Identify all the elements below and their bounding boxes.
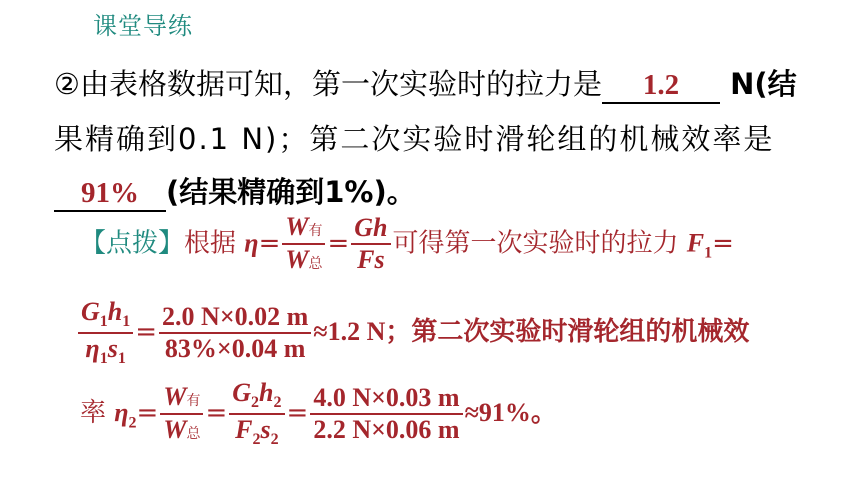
equals-sign: =: [205, 398, 228, 429]
subscript-1: 1: [122, 313, 131, 331]
subscript-2: 2: [128, 414, 137, 432]
question-line-2: 果精确到0.1 N)；第二次实验时滑轮组的机械效率是: [54, 122, 775, 156]
result-1: ≈1.2 N；第二次实验时滑轮组的机械效: [313, 317, 750, 347]
answer-blank-2: [54, 177, 166, 212]
lv-char: 率: [80, 398, 115, 429]
answer-2: 91%: [81, 177, 139, 209]
g-symbol: G: [232, 378, 252, 407]
subscript-2: 2: [251, 394, 260, 412]
subscript-you: 有: [308, 223, 323, 239]
fraction-numeric-2: [310, 383, 462, 445]
fs-term: Fs: [357, 244, 385, 274]
equals-sign: =: [327, 228, 350, 259]
subscript-zong: 总: [308, 255, 323, 272]
section-header: 课堂导练: [93, 12, 193, 40]
fraction-2-numerator: 4.0 N×0.03 m: [310, 383, 462, 415]
answer-1: 1.2: [642, 69, 680, 101]
question-line3-suffix: (结果精确到1%)。: [166, 175, 416, 209]
subscript-1: 1: [117, 349, 126, 367]
equals-sign: =: [712, 228, 734, 259]
tip-line-2: [76, 297, 749, 368]
question-line1-prefix: ②由表格数据可知，第一次实验时的拉力是: [54, 67, 602, 101]
f-symbol: F: [235, 414, 253, 444]
fraction-1-denominator: 83%×0.04 m: [164, 333, 306, 363]
answer-blank-1: [602, 69, 720, 104]
fraction-numeric-1: [159, 302, 311, 364]
subscript-2: 2: [270, 430, 279, 448]
fraction-g2h2: [229, 378, 284, 449]
w-symbol: W: [285, 244, 309, 274]
equals-sign: =: [136, 398, 159, 429]
w-symbol: W: [163, 381, 187, 411]
question-line1-suffix: N(结: [720, 67, 797, 101]
subscript-1: 1: [704, 244, 713, 262]
h-symbol: h: [107, 297, 123, 326]
eta-symbol: η: [244, 228, 259, 258]
fraction-w-ratio: [282, 212, 325, 276]
f-symbol: F: [686, 228, 705, 258]
fraction-2-denominator: 2.2 N×0.06 m: [313, 414, 460, 444]
tip-mid: 可得第一次实验时的拉力: [392, 228, 687, 259]
subscript-1: 1: [99, 313, 108, 331]
eta-symbol: η: [114, 398, 129, 428]
equals-sign: =: [286, 398, 309, 429]
subscript-zong: 总: [186, 425, 201, 442]
w-symbol: W: [285, 212, 309, 241]
subscript-2: 2: [273, 394, 282, 412]
tip-line-3: [80, 378, 557, 449]
fraction-1-numerator: 2.0 N×0.02 m: [159, 302, 311, 334]
s-symbol: s: [107, 333, 118, 363]
g-symbol: G: [81, 297, 100, 326]
eta-symbol: η: [85, 333, 100, 363]
subscript-2: 2: [252, 430, 261, 448]
tip-line-1: [80, 212, 734, 276]
question-line-3: [54, 170, 416, 212]
gh-term: Gh: [351, 213, 390, 245]
equals-sign: =: [258, 228, 281, 259]
fraction-gh-fs: [351, 213, 390, 275]
subscript-1: 1: [99, 349, 108, 367]
w-symbol: W: [163, 414, 187, 444]
tip-label: 【点拨】: [80, 228, 185, 259]
result-2: ≈91%。: [464, 398, 557, 428]
fraction-g1h1: [78, 297, 133, 368]
equals-sign: =: [135, 317, 158, 348]
subscript-you: 有: [186, 392, 201, 409]
tip-intro: 根据: [184, 228, 245, 259]
h-symbol: h: [259, 378, 274, 407]
question-line-1: [54, 62, 797, 104]
fraction-w-ratio-2: [160, 382, 203, 446]
s-symbol: s: [260, 414, 271, 444]
